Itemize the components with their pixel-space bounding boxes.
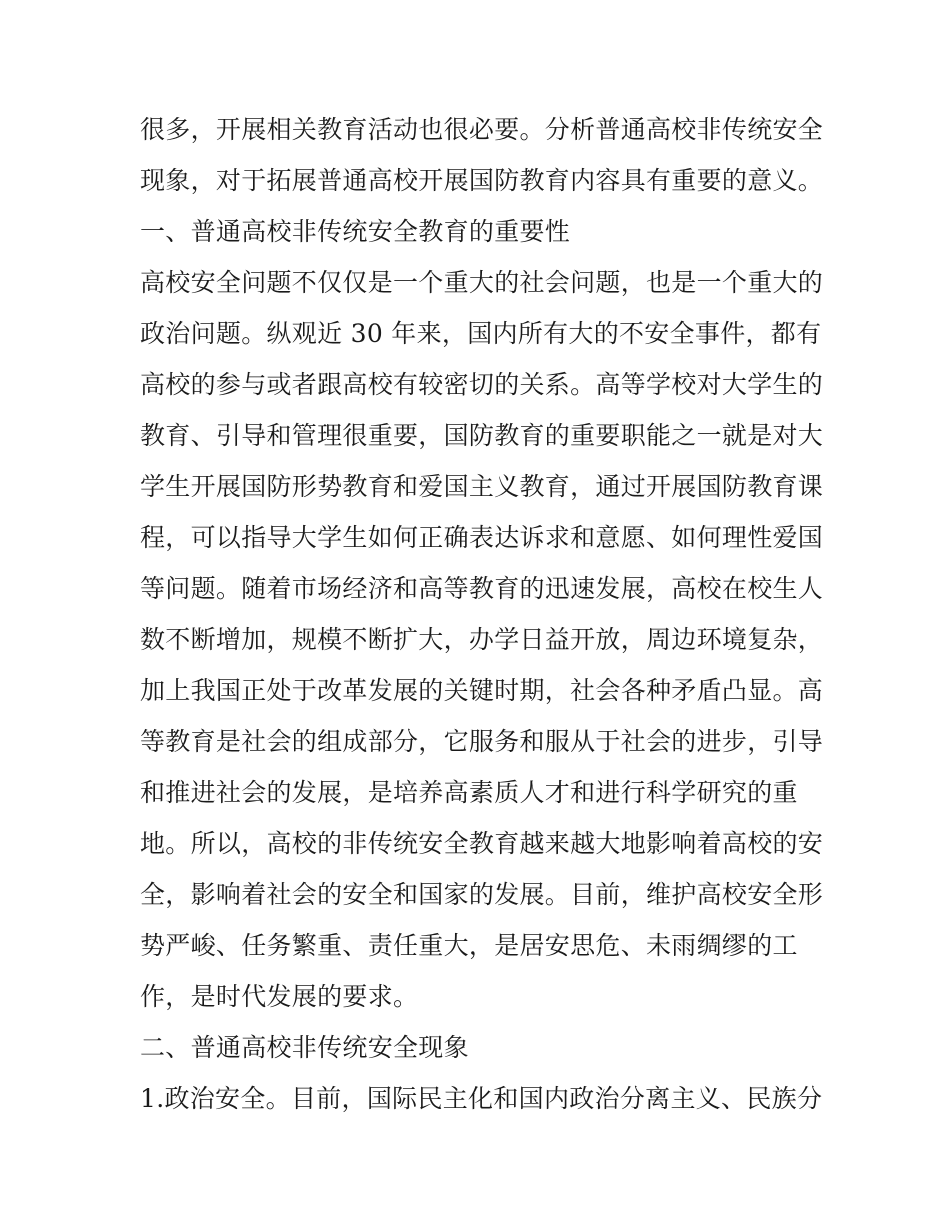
document-body	[140, 104, 824, 1124]
body-text-line: 1.政治安全。目前，国际民主化和国内政治分离主义、民族分	[140, 1084, 823, 1113]
body-text-line: 现象，对于拓展普通高校开展国防教育内容具有重要的意义。	[140, 166, 824, 195]
body-text-line: 全，影响着社会的安全和国家的发展。目前，维护高校安全形	[140, 880, 824, 909]
body-text-line: 很多，开展相关教育活动也很必要。分析普通高校非传统安全	[140, 115, 824, 144]
body-text-line: 高校的参与或者跟高校有较密切的关系。高等学校对大学生的	[140, 370, 824, 399]
body-text-line: 程，可以指导大学生如何正确表达诉求和意愿、如何理性爱国	[140, 523, 824, 552]
body-text-line: 学生开展国防形势教育和爱国主义教育，通过开展国防教育课	[140, 472, 824, 501]
body-text-line: 作，是时代发展的要求。	[140, 982, 419, 1011]
section-heading-2: 二、普通高校非传统安全现象	[140, 1033, 469, 1062]
section-heading-1: 一、普通高校非传统安全教育的重要性	[140, 217, 571, 246]
body-text-line: 教育、引导和管理很重要，国防教育的重要职能之一就是对大	[140, 421, 824, 450]
body-text-line: 高校安全问题不仅仅是一个重大的社会问题，也是一个重大的	[140, 268, 824, 297]
body-text-line: 数不断增加，规模不断扩大，办学日益开放，周边环境复杂，	[140, 625, 824, 654]
body-text-line: 等教育是社会的组成部分，它服务和服从于社会的进步，引导	[140, 727, 824, 756]
body-text-line: 等问题。随着市场经济和高等教育的迅速发展，高校在校生人	[140, 574, 824, 603]
body-text-line: 地。所以，高校的非传统安全教育越来越大地影响着高校的安	[140, 829, 824, 858]
body-text-line: 政治问题。纵观近 30 年来，国内所有大的不安全事件，都有	[140, 319, 822, 348]
body-text-line: 势严峻、任务繁重、责任重大，是居安思危、未雨绸缪的工	[140, 931, 798, 960]
body-text-line: 和推进社会的发展，是培养高素质人才和进行科学研究的重	[140, 778, 798, 807]
body-text-line: 加上我国正处于改革发展的关键时期，社会各种矛盾凸显。高	[140, 676, 824, 705]
